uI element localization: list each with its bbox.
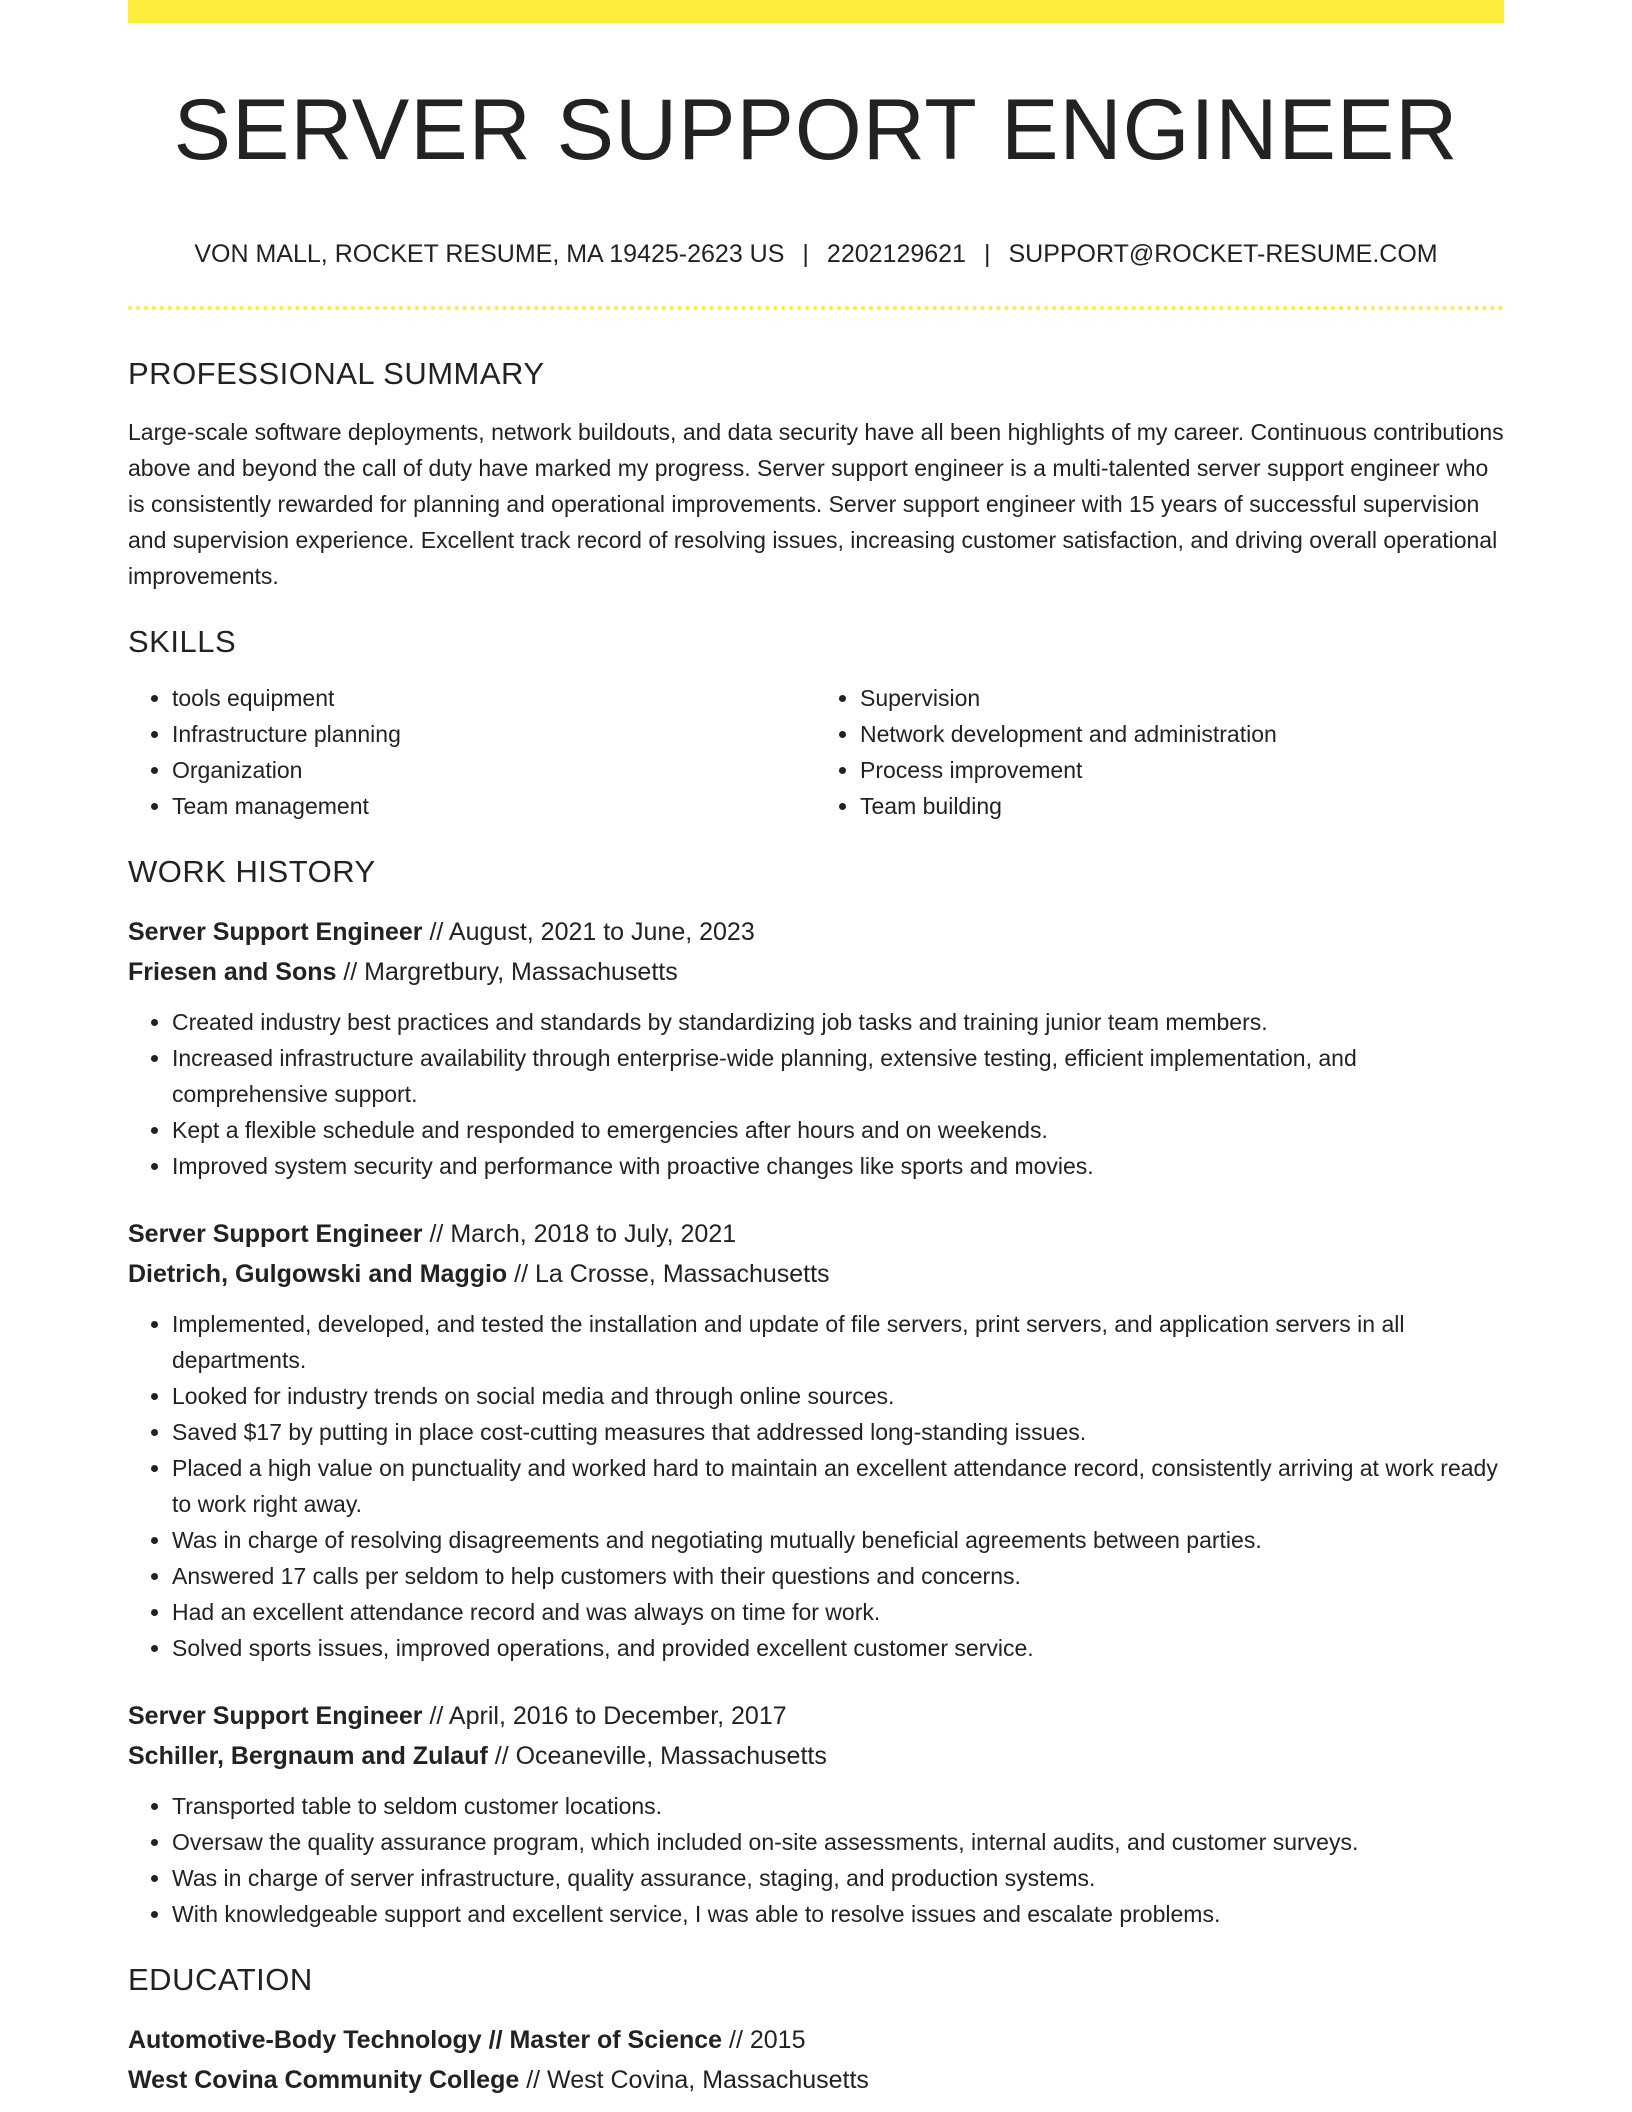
job-bullet: • Was in charge of server infrastructure, quality assurance, staging, and production systems. [172,1860,1504,1896]
job-bullet: • Kept a flexible schedule and responded to emergencies after hours and on weekends. [172,1112,1504,1148]
job-bullet: • Improved system security and performance with proactive changes like sports and movies. [172,1148,1504,1184]
skills-section [128,620,1504,824]
job-entry [128,1696,1504,1932]
job-bullet: • Solved sports issues, improved operations, and provided excellent customer service. [172,1630,1504,1666]
section-heading-education: EDUCATION [128,1962,313,1997]
education-year: // 2015 [722,2026,806,2054]
job-bullet: • Looked for industry trends on social media and through online sources. [172,1378,1504,1414]
resume-title: SERVER SUPPORT ENGINEER [173,82,1459,178]
education-entry [128,2020,1504,2100]
dotted-divider [128,306,1504,310]
section-heading-work-history: WORK HISTORY [128,854,376,889]
summary-text: Large-scale software deployments, network buildouts, and data security have all been highlights of my career. Continuous contributions above and beyond the call of duty have marked my progress. Server support engineer is a multi-talented server support engineer who is consistently rewarded for planning and operational improvements. Server support engineer with 15 years of successful supervision and supervision experience. Excellent track record of resolving issues, increasing customer satisfaction, and driving overall operational improvements. [128,419,1504,589]
skill-item: • Team building [860,788,1504,824]
education-school-line [128,2060,1504,2100]
job-dates: // April, 2016 to December, 2017 [422,1702,787,1730]
job-dates: // August, 2021 to June, 2023 [422,918,755,946]
section-heading-skills: SKILLS [128,624,237,659]
contact-line [128,236,1504,272]
job-title-line [128,912,1504,952]
education-school: West Covina Community College [128,2066,520,2094]
job-entry [128,1214,1504,1666]
job-company-line [128,952,1504,992]
section-heading-summary: PROFESSIONAL SUMMARY [128,356,545,391]
skill-item: • tools equipment [172,680,816,716]
education-degree: Automotive-Body Technology // Master of Science [128,2026,723,2054]
job-bullet: • Had an excellent attendance record and was always on time for work. [172,1594,1504,1630]
skill-item: • Infrastructure planning [172,716,816,752]
education-degree-line [128,2020,1504,2060]
accent-top-bar [128,0,1504,23]
job-bullets [128,1788,1504,1932]
job-title-line [128,1696,1504,1736]
job-company: Dietrich, Gulgowski and Maggio [128,1260,508,1288]
skill-item: • Network development and administration [860,716,1504,752]
contact-phone[interactable]: 2202129621 [826,240,966,268]
job-title-line [128,1214,1504,1254]
contact-separator: | [983,240,991,268]
job-bullet: • Created industry best practices and standards by standardizing job tasks and training junior team members. [172,1004,1504,1040]
skill-item: • Process improvement [860,752,1504,788]
job-title: Server Support Engineer [128,1220,423,1248]
job-title: Server Support Engineer [128,918,423,946]
skill-item: • Team management [172,788,816,824]
job-bullet: • Implemented, developed, and tested the installation and update of file servers, print servers, and application servers in all departments. [172,1306,1504,1378]
skills-columns [128,680,1504,824]
contact-email[interactable]: SUPPORT@ROCKET-RESUME.COM [1008,240,1438,268]
job-bullet: • Saved $17 by putting in place cost-cutting measures that addressed long-standing issues. [172,1414,1504,1450]
job-location: // Margretbury, Massachusetts [336,958,678,986]
job-location: // Oceaneville, Massachusetts [487,1742,827,1770]
resume-content [128,352,1504,2100]
job-company: Friesen and Sons [128,958,337,986]
job-bullet: • Increased infrastructure availability through enterprise-wide planning, extensive testing, efficient implementation, and comprehensive support. [172,1040,1504,1112]
education-location: // West Covina, Massachusetts [519,2066,869,2094]
job-location: // La Crosse, Massachusetts [507,1260,830,1288]
job-company: Schiller, Bergnaum and Zulauf [128,1742,488,1770]
professional-summary-section [128,352,1504,594]
job-bullet: • Oversaw the quality assurance program, which included on-site assessments, internal audits, and customer surveys. [172,1824,1504,1860]
job-company-line [128,1736,1504,1776]
skills-list-right [816,680,1504,824]
contact-separator: | [802,240,809,268]
job-bullets [128,1306,1504,1666]
job-bullet: • Placed a high value on punctuality and worked hard to maintain an excellent attendance record, consistently arriving at work ready to work right away. [172,1450,1504,1522]
skill-item: • Supervision [860,680,1504,716]
job-bullet: • With knowledgeable support and excellent service, I was able to resolve issues and escalate problems. [172,1896,1504,1932]
job-bullet: • Was in charge of resolving disagreements and negotiating mutually beneficial agreements between parties. [172,1522,1504,1558]
job-company-line [128,1254,1504,1294]
job-entry [128,912,1504,1184]
skills-list-left [128,680,816,824]
job-bullets [128,1004,1504,1184]
work-history-section [128,850,1504,1932]
education-section [128,1958,1504,2100]
contact-address: VON MALL, ROCKET RESUME, MA 19425-2623 US [194,240,785,268]
job-bullet: • Answered 17 calls per seldom to help customers with their questions and concerns. [172,1558,1504,1594]
job-dates: // March, 2018 to July, 2021 [422,1220,737,1248]
skill-item: • Organization [172,752,816,788]
job-title: Server Support Engineer [128,1702,423,1730]
job-bullet: • Transported table to seldom customer locations. [172,1788,1504,1824]
